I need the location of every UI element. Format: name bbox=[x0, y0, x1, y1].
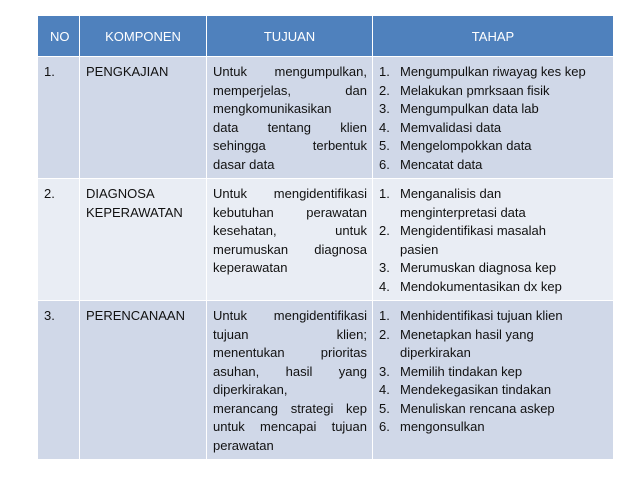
step-number: 2. bbox=[379, 223, 390, 238]
cell-tujuan bbox=[207, 179, 373, 301]
cell-no: 2. bbox=[38, 179, 80, 301]
header-no: NO bbox=[38, 16, 80, 57]
komponen-line: KEPERAWATAN bbox=[86, 204, 183, 220]
step-text: pasien bbox=[400, 241, 439, 257]
nursing-process-table bbox=[37, 15, 614, 460]
step-number: 6. bbox=[379, 156, 390, 172]
tujuan-line: diperkirakan, bbox=[213, 382, 288, 397]
step-text: Melakukan pmrksaan fisik bbox=[400, 82, 550, 98]
header-komponen: KOMPONEN bbox=[80, 16, 207, 57]
steps-list bbox=[379, 63, 608, 174]
komponen-line: DIAGNOSA bbox=[86, 186, 155, 201]
step-text: menginterpretasi data bbox=[400, 204, 526, 220]
step-number: 1. bbox=[379, 64, 390, 79]
list-item bbox=[379, 381, 608, 400]
tujuan-line: sehingga terbentuk bbox=[213, 138, 367, 153]
step-number: 4. bbox=[379, 119, 390, 135]
cell-tahap bbox=[373, 57, 614, 179]
header-tujuan: TUJUAN bbox=[207, 16, 373, 57]
list-item bbox=[379, 119, 608, 138]
tujuan-line: mengkomunikasikan bbox=[213, 101, 332, 116]
header-row bbox=[38, 16, 614, 57]
list-item bbox=[379, 400, 608, 419]
step-number: 3. bbox=[379, 101, 390, 116]
tujuan-line: Untuk mengumpulkan, bbox=[213, 64, 367, 79]
step-text: Memilih tindakan kep bbox=[400, 363, 523, 379]
tujuan-line: perawatan bbox=[213, 437, 274, 453]
list-item bbox=[379, 185, 608, 222]
step-text: Menetapkan hasil yang bbox=[400, 326, 534, 342]
table-body bbox=[38, 57, 614, 460]
cell-tahap bbox=[373, 301, 614, 460]
list-item bbox=[379, 278, 608, 297]
cell-tahap bbox=[373, 179, 614, 301]
step-text: Menganalisis dan bbox=[400, 186, 502, 201]
cell-tujuan bbox=[207, 301, 373, 460]
step-number: 5. bbox=[379, 400, 390, 416]
step-text: Mengidentifikasi masalah bbox=[400, 223, 546, 238]
tujuan-line: kebutuhan perawatan bbox=[213, 204, 367, 220]
step-number: 3. bbox=[379, 363, 390, 379]
step-text: Mengumpulkan riwayag kes kep bbox=[400, 64, 586, 79]
list-item bbox=[379, 363, 608, 382]
table-row bbox=[38, 301, 614, 460]
step-number: 4. bbox=[379, 382, 390, 397]
list-item bbox=[379, 222, 608, 259]
step-text: Merumuskan diagnosa kep bbox=[400, 260, 557, 275]
tujuan-line: asuhan, hasil yang bbox=[213, 363, 367, 379]
cell-komponen bbox=[80, 301, 207, 460]
steps-list bbox=[379, 307, 608, 437]
cell-komponen bbox=[80, 179, 207, 301]
list-item bbox=[379, 82, 608, 101]
list-item bbox=[379, 137, 608, 156]
step-text: Mengumpulkan data lab bbox=[400, 101, 539, 116]
step-number: 4. bbox=[379, 278, 390, 294]
tujuan-line: untuk mencapai tujuan bbox=[213, 419, 367, 434]
tujuan-line: Untuk mengidentifikasi bbox=[213, 186, 367, 201]
step-number: 3. bbox=[379, 260, 390, 275]
step-number: 2. bbox=[379, 82, 390, 98]
step-text: Menhidentifikasi tujuan klien bbox=[400, 308, 563, 323]
tujuan-line: Untuk mengidentifikasi bbox=[213, 308, 367, 323]
step-number: 1. bbox=[379, 186, 390, 201]
step-text: Mendekegasikan tindakan bbox=[400, 382, 552, 397]
step-text: Memvalidasi data bbox=[400, 119, 502, 135]
step-text: Mencatat data bbox=[400, 156, 483, 172]
step-text: mengonsulkan bbox=[400, 419, 485, 434]
komponen-line: PENGKAJIAN bbox=[86, 64, 169, 79]
step-number: 5. bbox=[379, 138, 390, 153]
list-item bbox=[379, 418, 608, 437]
list-item bbox=[379, 100, 608, 119]
step-text: diperkirakan bbox=[400, 345, 471, 360]
step-text: Mendokumentasikan dx kep bbox=[400, 278, 562, 294]
step-number: 2. bbox=[379, 326, 390, 342]
list-item bbox=[379, 307, 608, 326]
step-number: 6. bbox=[379, 419, 390, 434]
komponen-line: PERENCANAAN bbox=[86, 308, 185, 323]
tujuan-line: tujuan klien; bbox=[213, 326, 367, 342]
header-tahap: TAHAP bbox=[373, 16, 614, 57]
tujuan-line: memperjelas, dan bbox=[213, 82, 367, 98]
tujuan-line: data tentang klien bbox=[213, 119, 367, 135]
tujuan-line: merancang strategi kep bbox=[213, 400, 367, 416]
tujuan-line: dasar data bbox=[213, 156, 275, 172]
tujuan-line: menentukan prioritas bbox=[213, 345, 367, 360]
tujuan-line: merumuskan diagnosa bbox=[213, 241, 367, 257]
cell-komponen bbox=[80, 57, 207, 179]
table-row bbox=[38, 179, 614, 301]
list-item bbox=[379, 259, 608, 278]
list-item bbox=[379, 156, 608, 175]
steps-list bbox=[379, 185, 608, 296]
step-text: Mengelompokkan data bbox=[400, 138, 532, 153]
cell-no: 1. bbox=[38, 57, 80, 179]
step-text: Menuliskan rencana askep bbox=[400, 400, 555, 416]
cell-tujuan bbox=[207, 57, 373, 179]
table-row bbox=[38, 57, 614, 179]
step-number: 1. bbox=[379, 308, 390, 323]
list-item bbox=[379, 63, 608, 82]
tujuan-line: kesehatan, untuk bbox=[213, 223, 367, 238]
list-item bbox=[379, 326, 608, 363]
tujuan-line: keperawatan bbox=[213, 260, 288, 275]
cell-no: 3. bbox=[38, 301, 80, 460]
